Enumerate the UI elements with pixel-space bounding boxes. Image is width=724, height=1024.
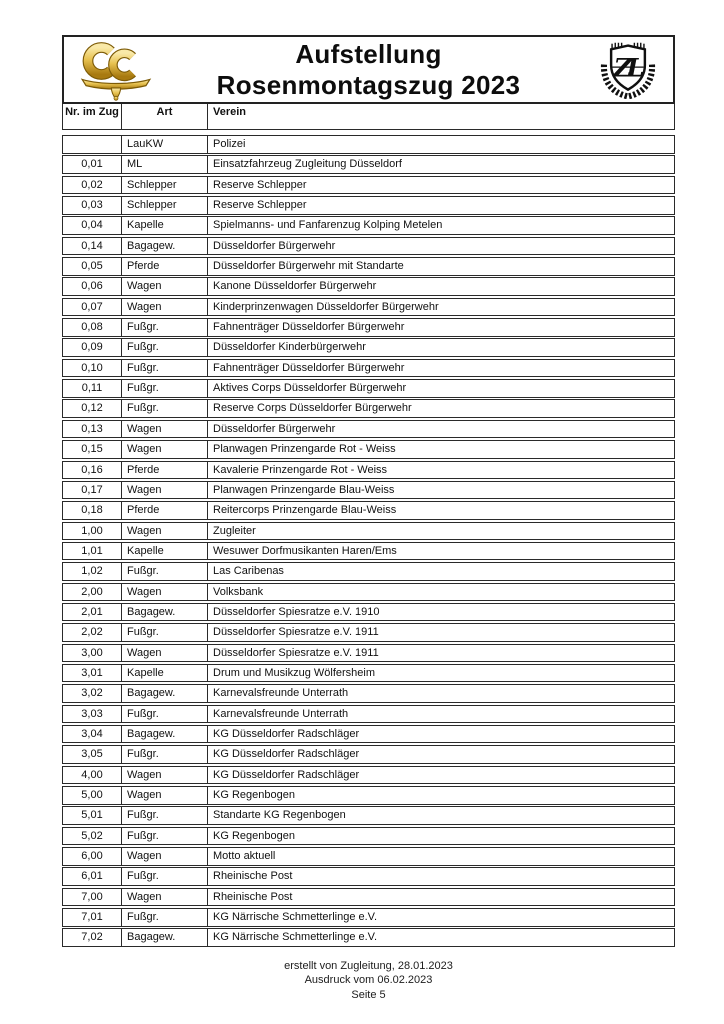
cell-nr-im-zug: 1,02 <box>63 563 122 580</box>
cell-art: Fußgr. <box>122 360 208 377</box>
cell-art: Wagen <box>122 441 208 458</box>
cell-verein: Wesuwer Dorfmusikanten Haren/Ems <box>213 544 397 557</box>
table-row <box>62 725 675 744</box>
cell-art: Bagagew. <box>122 929 208 946</box>
cell-art: Wagen <box>122 482 208 499</box>
cell-nr-im-zug: 3,04 <box>63 726 122 743</box>
footer-printed-line: Ausdruck vom 06.02.2023 <box>304 974 433 987</box>
table-row <box>62 928 675 947</box>
cell-nr-im-zug: 0,12 <box>63 400 122 417</box>
table-row <box>62 644 675 663</box>
table-row <box>62 257 675 276</box>
cell-art: Wagen <box>122 767 208 784</box>
table-row <box>62 135 675 154</box>
cell-nr-im-zug: 0,17 <box>63 482 122 499</box>
cell-verein: Düsseldorfer Spiesratze e.V. 1911 <box>213 626 379 639</box>
table-row <box>62 399 675 418</box>
zl-monogram: ZL <box>613 52 639 83</box>
cell-art: Fußgr. <box>122 339 208 356</box>
cell-verein: KG Düsseldorfer Radschläger <box>213 748 360 761</box>
cell-nr-im-zug: 1,00 <box>63 523 122 540</box>
table-row <box>62 440 675 459</box>
table-row <box>62 603 675 622</box>
cell-art: Fußgr. <box>122 706 208 723</box>
cell-nr-im-zug: 2,00 <box>63 584 122 601</box>
cell-art: Kapelle <box>122 543 208 560</box>
cell-verein: Spielmanns- und Fanfarenzug Kolping Metelen <box>213 219 443 232</box>
cell-art: Bagagew. <box>122 238 208 255</box>
cell-art: Wagen <box>122 584 208 601</box>
table-row <box>62 237 675 256</box>
table-row <box>62 196 675 215</box>
cell-nr-im-zug: 0,15 <box>63 441 122 458</box>
cell-verein: Planwagen Prinzengarde Rot - Weiss <box>213 443 396 456</box>
cell-art: Fußgr. <box>122 563 208 580</box>
cell-nr-im-zug: 1,01 <box>63 543 122 560</box>
table-row <box>62 908 675 927</box>
cell-nr-im-zug: 0,10 <box>63 360 122 377</box>
cell-art: Wagen <box>122 278 208 295</box>
cell-art: Wagen <box>122 299 208 316</box>
cell-nr-im-zug: 0,04 <box>63 217 122 234</box>
table-row <box>62 359 675 378</box>
cell-art: Fußgr. <box>122 400 208 417</box>
cell-nr-im-zug: 2,01 <box>63 604 122 621</box>
cell-nr-im-zug: 0,05 <box>63 258 122 275</box>
page-footer <box>62 959 675 1003</box>
cell-art: Bagagew. <box>122 726 208 743</box>
cell-verein: Las Caribenas <box>213 565 284 578</box>
cell-verein: KG Regenbogen <box>213 829 295 842</box>
cell-verein: Rheinische Post <box>213 870 293 883</box>
cell-verein: Karnevalsfreunde Unterrath <box>213 707 349 720</box>
cell-nr-im-zug: 0,03 <box>63 197 122 214</box>
cell-verein: KG Närrische Schmetterlinge e.V. <box>213 931 378 944</box>
cell-verein: Reserve Schlepper <box>213 178 307 191</box>
cell-nr-im-zug: 0,07 <box>63 299 122 316</box>
cell-verein: KG Närrische Schmetterlinge e.V. <box>213 911 378 924</box>
table-row <box>62 745 675 764</box>
cell-verein: KG Düsseldorfer Radschläger <box>213 768 360 781</box>
table-row <box>62 847 675 866</box>
table-row <box>62 705 675 724</box>
cell-verein: Planwagen Prinzengarde Blau-Weiss <box>213 483 395 496</box>
table-row <box>62 786 675 805</box>
cell-verein: KG Düsseldorfer Radschläger <box>213 727 360 740</box>
cell-verein: Rheinische Post <box>213 890 293 903</box>
cell-nr-im-zug: 3,03 <box>63 706 122 723</box>
cell-art: Fußgr. <box>122 319 208 336</box>
table-row <box>62 888 675 907</box>
column-header-art: Art <box>122 104 208 129</box>
cell-nr-im-zug: 0,01 <box>63 156 122 173</box>
cell-art: Fußgr. <box>122 380 208 397</box>
cell-nr-im-zug: 0,06 <box>63 278 122 295</box>
cell-art: LauKW <box>122 136 208 153</box>
table-row <box>62 867 675 886</box>
cell-verein: Karnevalsfreunde Unterrath <box>213 687 349 700</box>
table-rows <box>62 135 675 947</box>
cell-verein: Standarte KG Regenbogen <box>213 809 346 822</box>
page-title-line2: Rosenmontagszug 2023 <box>216 69 521 100</box>
cell-verein: Reitercorps Prinzengarde Blau-Weiss <box>213 504 397 517</box>
cell-art: Bagagew. <box>122 685 208 702</box>
cell-nr-im-zug: 0,14 <box>63 238 122 255</box>
cell-art: Fußgr. <box>122 868 208 885</box>
cell-art: Kapelle <box>122 217 208 234</box>
footer-created-line: erstellt von Zugleitung, 28.01.2023 <box>284 959 453 972</box>
cell-nr-im-zug: 7,01 <box>63 909 122 926</box>
table-row <box>62 501 675 520</box>
cell-art: Wagen <box>122 523 208 540</box>
cell-art: Fußgr. <box>122 909 208 926</box>
cell-art: Pferde <box>122 502 208 519</box>
cell-art: ML <box>122 156 208 173</box>
cell-nr-im-zug: 5,00 <box>63 787 122 804</box>
cell-verein: Kanone Düsseldorfer Bürgerwehr <box>213 280 377 293</box>
page-title-line1: Aufstellung <box>295 38 442 69</box>
cell-verein: Düsseldorfer Spiesratze e.V. 1910 <box>213 605 380 618</box>
cell-verein: Reserve Schlepper <box>213 199 307 212</box>
table-row <box>62 216 675 235</box>
cell-art: Wagen <box>122 848 208 865</box>
cell-art: Wagen <box>122 645 208 662</box>
cell-verein: Volksbank <box>213 585 264 598</box>
cell-art: Fußgr. <box>122 828 208 845</box>
cell-art: Bagagew. <box>122 604 208 621</box>
cell-nr-im-zug: 0,08 <box>63 319 122 336</box>
cell-verein: Fahnenträger Düsseldorfer Bürgerwehr <box>213 361 405 374</box>
cell-verein: Düsseldorfer Kinderbürgerwehr <box>213 341 366 354</box>
cell-nr-im-zug: 6,01 <box>63 868 122 885</box>
cell-verein: Drum und Musikzug Wölfersheim <box>213 666 375 679</box>
cell-nr-im-zug: 0,02 <box>63 177 122 194</box>
cell-art: Wagen <box>122 787 208 804</box>
table-row <box>62 461 675 480</box>
cell-art: Fußgr. <box>122 746 208 763</box>
table-row <box>62 338 675 357</box>
column-header-verein: Verein <box>213 106 247 118</box>
table-row <box>62 562 675 581</box>
footer-page-number: Seite 5 <box>351 988 386 1001</box>
cell-verein: Düsseldorfer Bürgerwehr <box>213 239 336 252</box>
table-row <box>62 277 675 296</box>
zl-laurel-shield-icon <box>598 39 658 99</box>
cell-art: Fußgr. <box>122 624 208 641</box>
table-row <box>62 298 675 317</box>
column-header-nr-im-zug: Nr. im Zug <box>63 104 122 129</box>
table-row <box>62 318 675 337</box>
cell-verein: Zugleiter <box>213 524 256 537</box>
cell-art: Pferde <box>122 258 208 275</box>
table-row <box>62 766 675 785</box>
cell-verein: KG Regenbogen <box>213 789 295 801</box>
table-row <box>62 522 675 541</box>
cell-art: Fußgr. <box>122 807 208 824</box>
table-row <box>62 684 675 703</box>
table-row <box>62 420 675 439</box>
table-row <box>62 176 675 195</box>
table-row <box>62 542 675 561</box>
cell-verein: Kinderprinzenwagen Düsseldorfer Bürgerwehr <box>213 300 439 313</box>
cell-nr-im-zug: 0,18 <box>63 502 122 519</box>
table-header <box>62 103 675 130</box>
cell-art: Wagen <box>122 421 208 438</box>
cell-verein: Fahnenträger Düsseldorfer Bürgerwehr <box>213 321 405 334</box>
cell-nr-im-zug: 0,16 <box>63 462 122 479</box>
cell-verein: Aktives Corps Düsseldorfer Bürgerwehr <box>213 382 407 395</box>
page-title <box>217 39 521 101</box>
table-row <box>62 623 675 642</box>
title-box <box>62 35 675 104</box>
cell-nr-im-zug: 2,02 <box>63 624 122 641</box>
cc-gold-emblem-icon <box>77 41 155 101</box>
table-row <box>62 155 675 174</box>
cell-verein: Polizei <box>213 138 246 150</box>
cell-nr-im-zug: 4,00 <box>63 767 122 784</box>
cell-art: Wagen <box>122 889 208 906</box>
cell-nr-im-zug: 5,02 <box>63 828 122 845</box>
cell-nr-im-zug: 3,02 <box>63 685 122 702</box>
cell-verein: Einsatzfahrzeug Zugleitung Düsseldorf <box>213 158 402 171</box>
cell-nr-im-zug: 3,00 <box>63 645 122 662</box>
cell-verein: Düsseldorfer Bürgerwehr mit Standarte <box>213 260 404 273</box>
cell-nr-im-zug: 0,11 <box>63 380 122 397</box>
cell-nr-im-zug: 6,00 <box>63 848 122 865</box>
cell-nr-im-zug: 3,05 <box>63 746 122 763</box>
cell-verein: Düsseldorfer Bürgerwehr <box>213 422 336 435</box>
cell-nr-im-zug: 7,02 <box>63 929 122 946</box>
table-row <box>62 664 675 683</box>
table-row <box>62 827 675 846</box>
cell-nr-im-zug: 0,13 <box>63 421 122 438</box>
table-row <box>62 379 675 398</box>
cell-nr-im-zug <box>63 136 122 153</box>
document-content <box>62 35 675 1002</box>
cell-art: Schlepper <box>122 177 208 194</box>
cell-nr-im-zug: 0,09 <box>63 339 122 356</box>
table-row <box>62 806 675 825</box>
table-row <box>62 481 675 500</box>
cell-nr-im-zug: 7,00 <box>63 889 122 906</box>
cell-verein: Reserve Corps Düsseldorfer Bürgerwehr <box>213 402 412 415</box>
cell-nr-im-zug: 5,01 <box>63 807 122 824</box>
cell-art: Kapelle <box>122 665 208 682</box>
cell-nr-im-zug: 3,01 <box>63 665 122 682</box>
table-row <box>62 583 675 602</box>
cell-verein: Motto aktuell <box>213 850 276 863</box>
cell-verein: Kavalerie Prinzengarde Rot - Weiss <box>213 463 388 476</box>
cell-art: Schlepper <box>122 197 208 214</box>
cell-verein: Düsseldorfer Spiesratze e.V. 1911 <box>213 646 379 659</box>
cell-art: Pferde <box>122 462 208 479</box>
